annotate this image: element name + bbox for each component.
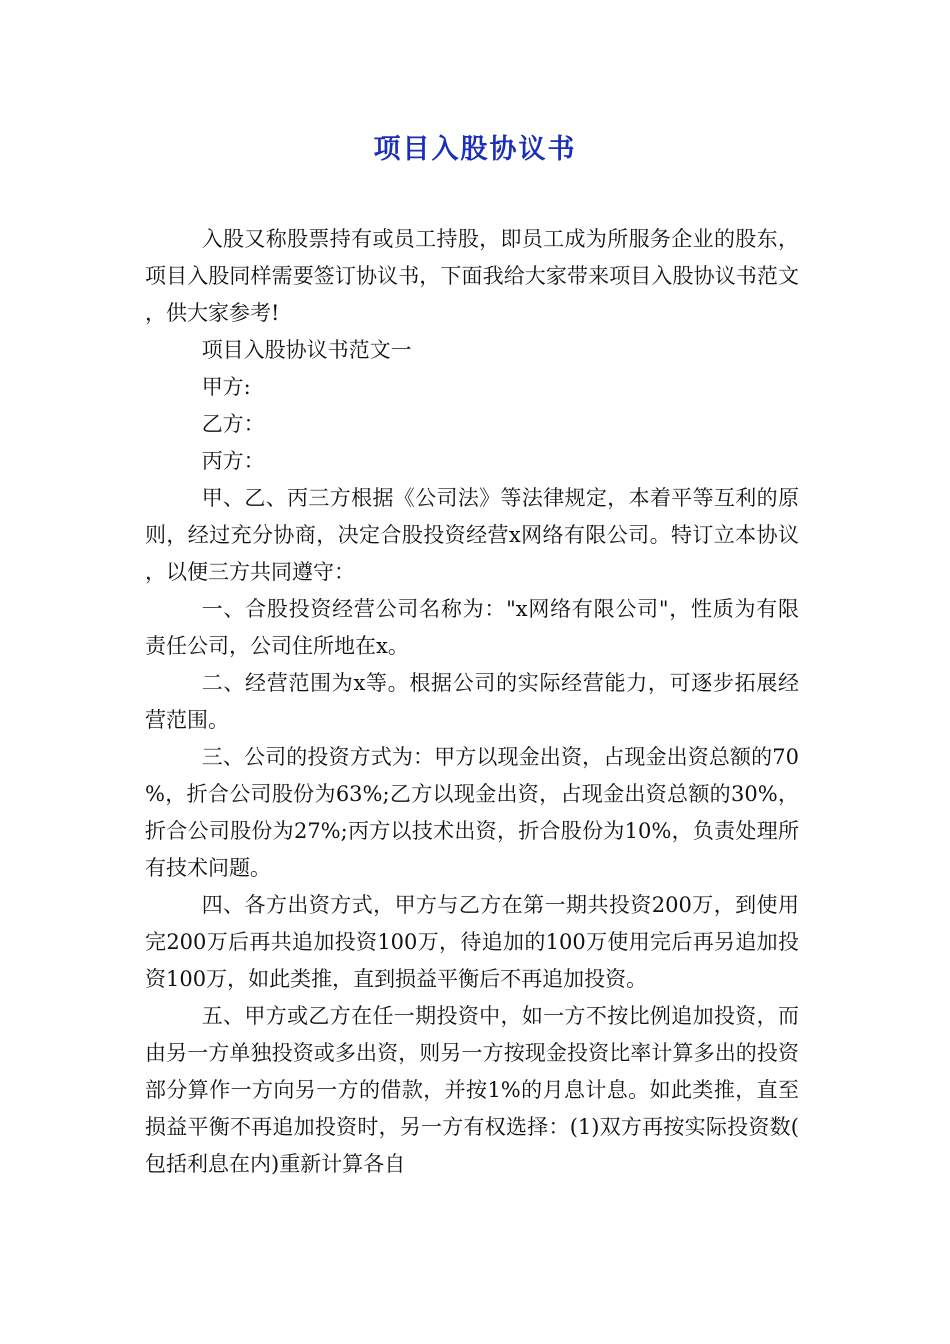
- paragraph-clause-2: 二、经营范围为x等。根据公司的实际经营能力，可逐步拓展经营范围。: [145, 671, 799, 732]
- document-title: 项目入股协议书: [373, 134, 577, 165]
- paragraph-preamble: 甲、乙、丙三方根据《公司法》等法律规定，本着平等互利的原则，经过充分协商，决定合股投资经营x网络有限公司。特订立本协议，以便三方共同遵守：: [145, 486, 799, 584]
- paragraph-clause-5: 五、甲方或乙方在任一期投资中，如一方不按比例追加投资，而由另一方单独投资或多出资，则另一方按现金投资比率计算多出的投资部分算作一方向另一方的借款，并按1%的月息计息。如此类推，直至损益平衡不再追加投资时，另一方有权选择：(1)双方再按实际投资数(包括利息在内)重新计算各自: [145, 1004, 799, 1176]
- paragraph-clause-3: 三、公司的投资方式为：甲方以现金出资，占现金出资总额的70%，折合公司股份为63%;乙方以现金出资，占现金出资总额的30%，折合公司股份为27%;丙方以技术出资，折合股份为10%，负责处理所有技术问题。: [145, 745, 799, 880]
- paragraph-sample-heading: 项目入股协议书范文一: [201, 338, 412, 362]
- paragraph-clause-4: 四、各方出资方式，甲方与乙方在第一期共投资200万，到使用完200万后再共追加投资100万，待追加的100万使用完后再另追加投资100万，如此类推，直到损益平衡后不再追加投资。: [145, 893, 799, 991]
- document-body: [145, 221, 799, 1183]
- paragraph-party-c: 丙方：: [201, 449, 265, 473]
- paragraph-intro: 入股又称股票持有或员工持股，即员工成为所服务企业的股东，项目入股同样需要签订协议书，下面我给大家带来项目入股协议书范文，供大家参考!: [145, 227, 799, 325]
- paragraph-party-b: 乙方：: [201, 412, 265, 436]
- paragraph-clause-1: 一、合股投资经营公司名称为："x网络有限公司"，性质为有限责任公司，公司住所地在x。: [145, 597, 799, 658]
- paragraph-party-a: 甲方:: [201, 375, 251, 399]
